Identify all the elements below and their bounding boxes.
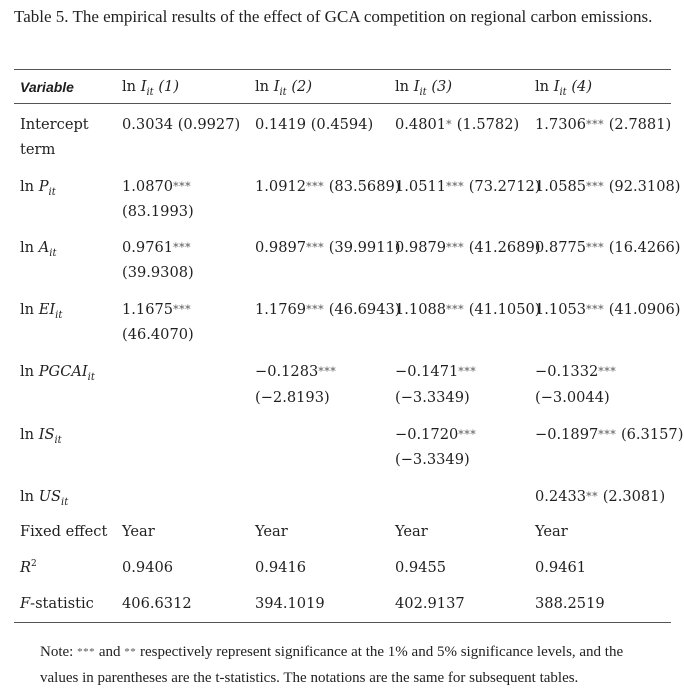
cell-a-2: 0.9897*** (39.9911) — [255, 239, 401, 256]
header-rule — [14, 103, 671, 104]
header-col-4: $\ln I_{it}$ (4) — [535, 78, 593, 98]
row-label-ln-us: $\ln US_{it}$ — [20, 488, 69, 508]
cell-fixed-1: Year — [122, 523, 155, 540]
cell-is-3-coef: −0.1720*** — [395, 426, 477, 443]
cell-r2-2: 0.9416 — [255, 559, 307, 576]
row-label-r-squared: $R^2$ — [20, 559, 37, 576]
cell-intercept-3: 0.4801* (1.5782) — [395, 116, 520, 133]
cell-f-3: 402.9137 — [395, 595, 465, 612]
cell-intercept-2: 0.1419 (0.4594) — [255, 116, 374, 133]
note-line-2: values in parentheses are the t-statistics. The notations are the same for subsequent tables. — [40, 670, 579, 686]
header-col-3: $\ln I_{it}$ (3) — [395, 78, 453, 98]
cell-pgcai-3-coef: −0.1471*** — [395, 363, 477, 380]
header-col-2: $\ln I_{it}$ (2) — [255, 78, 313, 98]
cell-r2-1: 0.9406 — [122, 559, 174, 576]
cell-p-3: 1.0511*** (73.2712) — [395, 178, 541, 195]
row-label-ln-is: $\ln IS_{it}$ — [20, 426, 62, 446]
table-caption: Table 5. The empirical results of the effect of GCA competition on regional carbon emissions. — [14, 7, 653, 26]
cell-is-3-t: (−3.3349) — [395, 451, 470, 468]
cell-intercept-1: 0.3034 (0.9927) — [122, 116, 241, 133]
cell-is-4: −0.1897*** (6.3157) — [535, 426, 684, 443]
cell-ei-1-coef: 1.1675*** — [122, 301, 192, 318]
cell-ei-1-t: (46.4070) — [122, 326, 194, 343]
bottom-rule — [14, 622, 671, 623]
cell-fixed-4: Year — [535, 523, 568, 540]
cell-a-4: 0.8775*** (16.4266) — [535, 239, 681, 256]
cell-a-3: 0.9879*** (41.2689) — [395, 239, 541, 256]
cell-a-1-t: (39.9308) — [122, 264, 194, 281]
cell-pgcai-2-t: (−2.8193) — [255, 389, 330, 406]
header-col-1: $\ln I_{it}$ (1) — [122, 78, 180, 98]
row-label-intercept: Intercept — [20, 116, 89, 133]
cell-p-1-coef: 1.0870*** — [122, 178, 192, 195]
cell-fixed-2: Year — [255, 523, 288, 540]
cell-fixed-3: Year — [395, 523, 428, 540]
row-label-intercept-term: term — [20, 141, 56, 158]
cell-f-4: 388.2519 — [535, 595, 605, 612]
cell-p-4: 1.0585*** (92.3108) — [535, 178, 681, 195]
cell-us-4: 0.2433** (2.3081) — [535, 488, 666, 505]
cell-f-2: 394.1019 — [255, 595, 325, 612]
cell-pgcai-3-t: (−3.3349) — [395, 389, 470, 406]
cell-a-1-coef: 0.9761*** — [122, 239, 192, 256]
row-label-ln-p: $\ln P_{it}$ — [20, 178, 56, 198]
row-label-fixed-effect: Fixed effect — [20, 523, 108, 540]
row-label-ln-ei: $\ln EI_{it}$ — [20, 301, 63, 321]
cell-ei-2: 1.1769*** (46.6943) — [255, 301, 401, 318]
row-label-f-statistic: F-statistic — [20, 595, 94, 612]
top-rule — [14, 69, 671, 70]
cell-p-1-t: (83.1993) — [122, 203, 194, 220]
cell-r2-3: 0.9455 — [395, 559, 447, 576]
note-line-1: Note: *** and ** respectively represent significance at the 1% and 5% significance levels, and the — [40, 644, 624, 660]
cell-ei-4: 1.1053*** (41.0906) — [535, 301, 681, 318]
cell-ei-3: 1.1088*** (41.1050) — [395, 301, 541, 318]
row-label-ln-pgcai: $\ln PGCAI_{it}$ — [20, 363, 95, 383]
cell-intercept-4: 1.7306*** (2.7881) — [535, 116, 672, 133]
cell-pgcai-2-coef: −0.1283*** — [255, 363, 337, 380]
cell-r2-4: 0.9461 — [535, 559, 587, 576]
row-label-ln-a: $\ln A_{it}$ — [20, 239, 57, 259]
cell-p-2: 1.0912*** (83.5689) — [255, 178, 401, 195]
cell-pgcai-4-coef: −0.1332*** — [535, 363, 617, 380]
cell-pgcai-4-t: (−3.0044) — [535, 389, 610, 406]
table-note — [40, 640, 670, 691]
cell-f-1: 406.6312 — [122, 595, 192, 612]
header-variable: Variable — [20, 79, 74, 95]
